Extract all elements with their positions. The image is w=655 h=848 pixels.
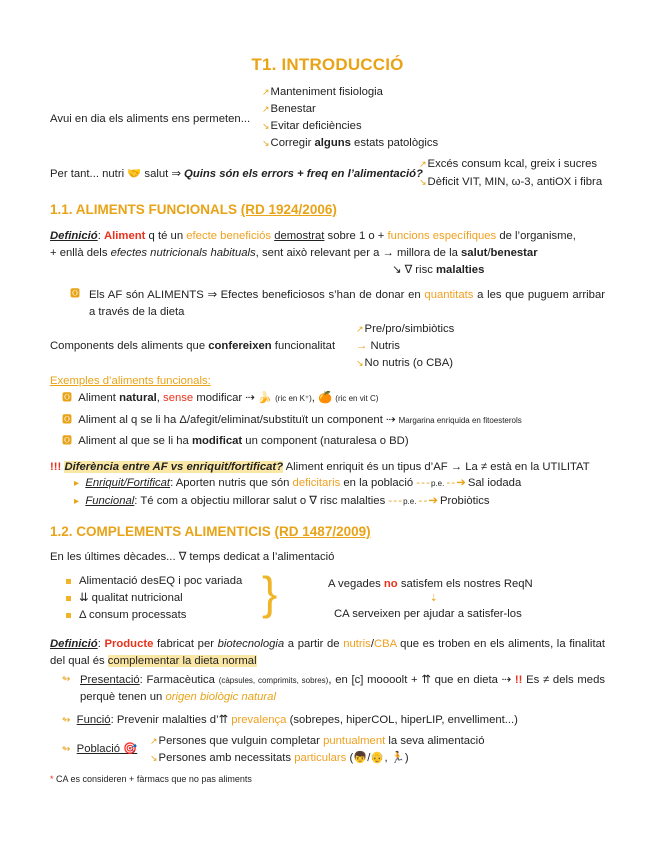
component-item: ↘No nutris (o CBA) <box>356 357 454 369</box>
page-title: T1. INTRODUCCIÓ <box>251 55 404 74</box>
intro-lead: Avui en dia els aliments ens permeten... <box>50 113 251 125</box>
square-icon <box>66 596 71 601</box>
poblacio-item: ↘Persones amb necessitats particulars (👦/👴, 🏃) <box>150 752 409 764</box>
poblacio-item: ↗Persones que vulguin completar puntualment la seva alimentació <box>150 735 485 747</box>
examples-heading: Exemples d’aliments funcionals: <box>50 375 211 387</box>
tant-item: ↘Dèficit VIT, MIN, ω-3, antiOX i fibra <box>419 176 603 188</box>
bullet-icon: 🅾 <box>70 289 80 300</box>
section-heading-1-1: 1.1. ALIMENTS FUNCIONALS (RD 1924/2006) <box>50 202 337 217</box>
poblacio-label: ↬ Població 🎯 <box>62 743 138 755</box>
s12-lead: En les últimes dècades... ∇ temps dedicat a l’alimentació <box>50 551 335 563</box>
example-2: 🅾 Aliment al q se li ha Δ/afegit/eliminat/substituït un component ⇢ Margarina enriquida en fitoesterols <box>62 414 522 426</box>
curly-brace-icon: } <box>262 567 278 619</box>
definition-line-2: + enllà dels efectes nutricionals habituals, sent això relevant per a → millora de la salut/benestar <box>50 247 538 259</box>
tant-lead: Per tant... nutri 🤝 salut ⇒ Quins són els errors + freq en l’alimentació? <box>50 168 423 180</box>
components-lead: Components dels aliments que confereixen funcionalitat <box>50 340 336 352</box>
section-heading-1-2: 1.2. COMPLEMENTS ALIMENTICIS (RD 1487/2009) <box>50 524 371 539</box>
intro-item: ↘Corregir alguns estats patològics <box>262 137 439 149</box>
square-icon <box>66 613 71 618</box>
difference-line: !!! Diferència entre AF vs enriquit/fortificat? Aliment enriquit és un tipus d’AF → La ≠ està en la UTILITAT <box>50 461 590 473</box>
definition-line-1: Definició: Aliment q té un efecte beneficiós demostrat sobre 1 o + funcions específiques de l’organisme, <box>50 230 576 242</box>
intro-item: ↗Manteniment fisiologia <box>262 86 383 98</box>
s12-item: Δ consum processats <box>66 608 186 623</box>
presentacio: Presentació: Farmacèutica (càpsules, comprimits, sobres), en [c] moooolt + ⇈ que en dieta ⇢ !! Es ≠ dels meds perquè tenen un origen biològic natural <box>80 674 605 703</box>
enriquit-line: ▸ Enriquit/Fortificat: Aporten nutris que són deficitaris en la població - - - p.e. - - ➔ Sal iodada <box>74 477 522 489</box>
footnote: * CA es consideren + fàrmacs que no pas aliments <box>50 774 252 784</box>
s12-right-1: A vegades no satisfem els nostres ReqN <box>328 578 533 590</box>
component-item: ↗Pre/pro/simbiòtics <box>356 323 455 335</box>
intro-item: ↘Evitar deficiències <box>262 120 362 132</box>
s12-right-2: CA serveixen per ajudar a satisfer-los <box>334 608 522 620</box>
tant-item: ↗Excés consum kcal, greix i sucres <box>419 158 598 170</box>
s12-item: ⇊ qualitat nutricional <box>66 591 183 606</box>
example-3: 🅾 Aliment al que se li ha modificat un component (naturalesa o BD) <box>62 435 409 447</box>
definition-line-3: ↘ ∇ risc malalties <box>392 264 485 276</box>
s12-item: Alimentació desEQ i poc variada <box>66 574 242 589</box>
hook-arrow-icon: ↬ <box>62 674 71 685</box>
component-item: → Nutris <box>356 340 400 352</box>
down-arrow-icon: ⇣ <box>430 593 438 603</box>
definition-1-2: Definició: Producte fabricat per biotecnologia a partir de nutris/CBA que es troben en els aliments, la finalitat del qual és complementar la dieta normal <box>50 638 605 667</box>
intro-item: ↗Benestar <box>262 103 316 115</box>
funcional-line: ▸ Funcional: Té com a objectiu millorar salut o ∇ risc malalties - - - p.e. - - ➔ Probiòtics <box>74 495 490 507</box>
example-1: 🅾 Aliment natural, sense modificar ⇢ 🍌 (ric en K⁺), 🍊 (ric en vit C) <box>62 392 379 404</box>
af-statement: Els AF són ALIMENTS ⇒ Efectes beneficiosos s’han de donar en quantitats a les que puguem arribar a través de la dieta <box>89 289 606 318</box>
funcio: ↬ Funció: Prevenir malalties d’⇈ prevalença (sobrepes, hiperCOL, hiperLIP, envelliment...) <box>62 714 518 726</box>
square-icon <box>66 579 71 584</box>
